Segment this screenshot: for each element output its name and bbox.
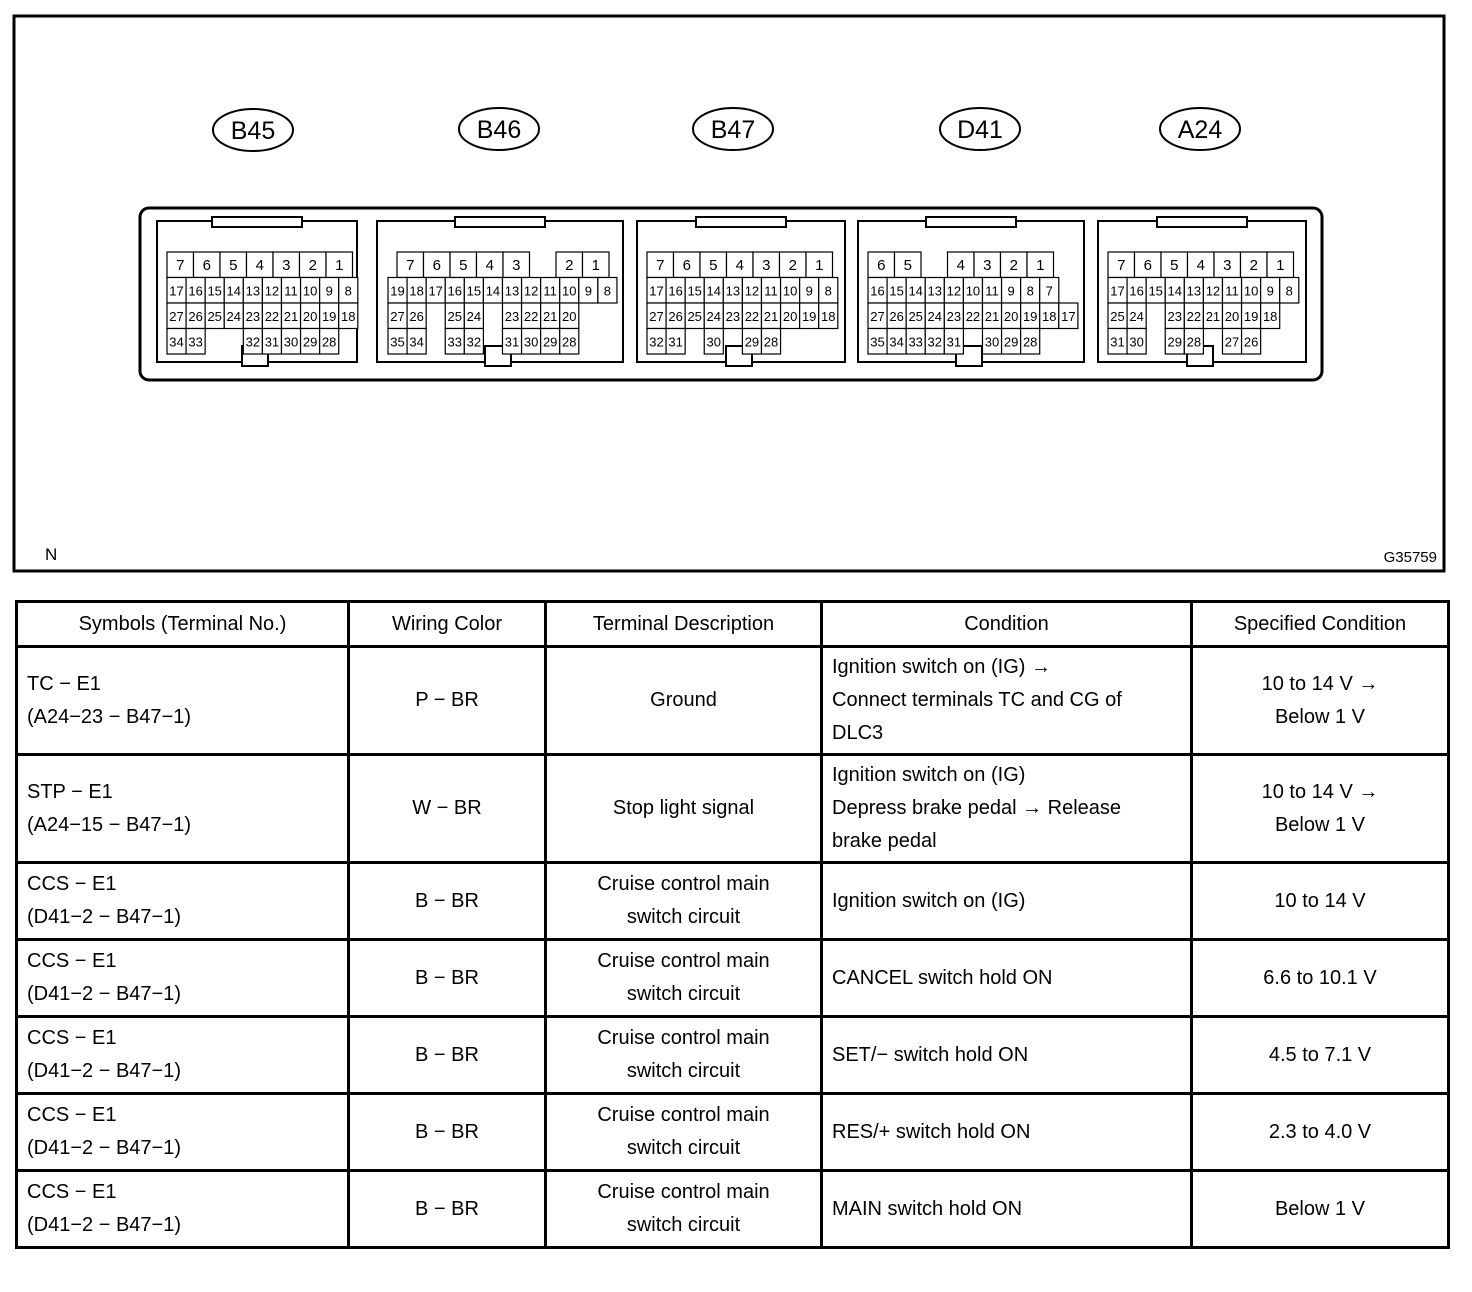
terminal-number: 4 [255, 256, 264, 274]
connector-latch [926, 217, 1016, 227]
terminal-number: 33 [908, 334, 923, 350]
condition-cell [822, 647, 1192, 755]
terminal-number: 11 [543, 283, 557, 299]
table-row [17, 647, 1449, 755]
terminal-description-cell-line: Cruise control main [597, 950, 770, 972]
terminal-number: 25 [687, 308, 702, 324]
specified-condition-cell-line: Below 1 V [1274, 1197, 1366, 1220]
terminal-number: 11 [764, 283, 778, 299]
terminal-description-cell [546, 647, 822, 755]
condition-cell [822, 863, 1192, 940]
terminal-description-cell [546, 1171, 822, 1248]
terminal-number: 17 [169, 283, 184, 299]
terminal-number: 18 [341, 308, 356, 324]
terminal-number: 23 [504, 308, 520, 324]
terminal-number: 28 [1022, 334, 1038, 350]
terminal-number: 29 [1167, 334, 1183, 350]
terminal-number: 16 [1129, 283, 1144, 299]
terminal-number: 13 [725, 283, 741, 299]
terminal-number: 7 [406, 256, 415, 274]
terminal-number: 11 [1225, 283, 1239, 299]
terminal-number: 24 [927, 308, 943, 324]
specified-condition-cell [1192, 1094, 1449, 1171]
terminal-description-cell-line: switch circuit [626, 1214, 741, 1236]
terminal-number: 12 [264, 283, 280, 299]
terminal-number: 6 [1143, 256, 1152, 274]
symbol-text: STP − E1 [27, 780, 113, 803]
wiring-color-cell: B − BR [349, 1171, 546, 1248]
terminal-number: 26 [409, 308, 424, 324]
terminal-number: 18 [821, 308, 836, 324]
condition-cell-line: RES/+ switch hold ON [832, 1120, 1031, 1143]
terminal-number: 16 [668, 283, 683, 299]
terminal-number: 18 [1262, 308, 1278, 324]
condition-cell-line: MAIN switch hold ON [832, 1197, 1023, 1220]
terminal-number: 5 [459, 256, 468, 274]
terminal-number: 27 [169, 308, 184, 324]
terminal-number: 1 [591, 256, 600, 274]
terminal-number: 21 [763, 308, 779, 324]
terminal-number: 4 [485, 256, 494, 274]
terminal-number: 5 [903, 256, 912, 274]
terminal-number: 30 [283, 334, 299, 350]
terminal-number: 31 [946, 334, 962, 350]
terminal-numbers: (D41−2 − B47−1) [27, 1060, 181, 1082]
terminal-number: 10 [965, 283, 981, 299]
terminal-number: 1 [1276, 256, 1285, 274]
terminal-description-cell [546, 940, 822, 1017]
connector-label: B46 [476, 116, 522, 144]
terminal-number: 7 [176, 256, 185, 274]
symbol-text: CCS − E1 [27, 873, 117, 895]
specified-condition-cell [1192, 940, 1449, 1017]
terminal-number: 6 [682, 256, 691, 274]
connector-latch [696, 217, 786, 227]
wiring-color-cell: B − BR [349, 1017, 546, 1094]
symbol-cell [17, 1094, 349, 1171]
terminal-number: 10 [562, 283, 577, 299]
specified-condition-cell-line: 6.6 to 10.1 V [1263, 966, 1377, 989]
terminal-number: 1 [335, 256, 344, 274]
terminal-number: 22 [523, 308, 539, 324]
header-specified-condition: Specified Condition [1192, 602, 1449, 647]
connector-latch [455, 217, 545, 227]
terminal-number: 24 [706, 308, 722, 324]
terminal-number: 9 [1266, 283, 1274, 299]
symbol-text: CCS − E1 [27, 1181, 117, 1203]
terminal-number: 16 [188, 283, 203, 299]
terminal-description-cell-line: Cruise control main [597, 873, 770, 895]
terminal-number: 33 [447, 334, 463, 350]
terminal-number: 26 [188, 308, 203, 324]
specified-condition-cell [1192, 1017, 1449, 1094]
terminal-number: 22 [965, 308, 981, 324]
table-row [17, 755, 1449, 863]
terminal-number: 20 [1003, 308, 1019, 324]
terminal-number: 3 [762, 256, 771, 274]
terminal-number: 20 [782, 308, 798, 324]
terminal-numbers: (D41−2 − B47−1) [27, 983, 181, 1005]
terminal-description-cell [546, 863, 822, 940]
terminal-number: 13 [245, 283, 261, 299]
condition-cell-line: CANCEL switch hold ON [832, 966, 1053, 989]
symbol-cell [17, 647, 349, 755]
terminal-number: 6 [202, 256, 211, 274]
condition-cell [822, 1171, 1192, 1248]
terminal-description-cell-line: switch circuit [626, 1137, 741, 1159]
terminal-number: 23 [946, 308, 962, 324]
specified-condition-cell-line: 4.5 to 7.1 V [1268, 1043, 1372, 1066]
table-row [17, 1094, 1449, 1171]
condition-cell-line: Ignition switch on (IG) [832, 764, 1026, 786]
symbol-text: CCS − E1 [27, 950, 117, 972]
connector-label: D41 [957, 116, 1003, 144]
terminal-number: 29 [744, 334, 760, 350]
terminal-number: 14 [706, 283, 722, 299]
terminal-number: 25 [207, 308, 222, 324]
terminal-number: 24 [1129, 308, 1144, 324]
terminal-number: 7 [656, 256, 665, 274]
terminal-number: 9 [584, 283, 592, 299]
terminal-number: 27 [1224, 334, 1240, 350]
terminal-number: 34 [169, 334, 184, 350]
terminal-number: 13 [1186, 283, 1202, 299]
terminal-number: 30 [984, 334, 1000, 350]
condition-cell-line: Connect terminals TC and CG of [832, 689, 1122, 711]
connector-latch [212, 217, 302, 227]
terminal-number: 12 [946, 283, 962, 299]
symbol-cell [17, 755, 349, 863]
wiring-color-cell: W − BR [349, 755, 546, 863]
terminal-number: 16 [447, 283, 463, 299]
terminal-number: 24 [466, 308, 482, 324]
terminal-number: 9 [325, 283, 333, 299]
terminal-number: 23 [725, 308, 741, 324]
terminal-number: 29 [1003, 334, 1019, 350]
condition-cell-line: SET/− switch hold ON [832, 1043, 1029, 1066]
terminal-number: 28 [1186, 334, 1202, 350]
terminal-number: 27 [649, 308, 664, 324]
terminal-number: 1 [1036, 256, 1045, 274]
terminal-number: 28 [562, 334, 577, 350]
terminal-number: 3 [983, 256, 992, 274]
specified-condition-cell-line: 2.3 to 4.0 V [1268, 1120, 1372, 1143]
terminal-number: 22 [744, 308, 760, 324]
terminal-number: 20 [302, 308, 318, 324]
specified-condition-cell [1192, 1171, 1449, 1248]
symbol-text: TC − E1 [27, 672, 101, 695]
terminal-number: 19 [390, 283, 405, 299]
terminal-number: 19 [1022, 308, 1038, 324]
terminal-number: 4 [956, 256, 965, 274]
terminal-number: 8 [1026, 283, 1034, 299]
figure-code: G35759 [1383, 549, 1437, 566]
terminal-number: 2 [1009, 256, 1018, 274]
terminal-number: 26 [889, 308, 904, 324]
connector-figure [0, 0, 1472, 590]
terminal-number: 26 [1243, 334, 1259, 350]
terminal-number: 32 [245, 334, 261, 350]
terminal-description-cell-line: switch circuit [626, 1060, 741, 1082]
terminal-description-cell-line: Cruise control main [597, 1027, 770, 1049]
connector-a24 [1098, 108, 1306, 366]
terminal-number: 2 [308, 256, 317, 274]
terminal-number: 22 [264, 308, 280, 324]
terminal-number: 14 [1167, 283, 1183, 299]
terminal-number: 4 [1196, 256, 1205, 274]
condition-cell [822, 940, 1192, 1017]
terminal-number: 29 [542, 334, 558, 350]
terminal-description-cell [546, 755, 822, 863]
terminal-description-cell-line: switch circuit [626, 906, 741, 928]
specified-condition-cell [1192, 647, 1449, 755]
terminal-number: 8 [824, 283, 832, 299]
terminal-number: 30 [706, 334, 722, 350]
terminal-number: 32 [649, 334, 664, 350]
terminal-number: 11 [985, 283, 999, 299]
terminal-number: 32 [466, 334, 482, 350]
terminal-number: 12 [1205, 283, 1221, 299]
terminal-number: 7 [1117, 256, 1126, 274]
terminal-number: 22 [1186, 308, 1202, 324]
terminal-number: 6 [432, 256, 441, 274]
wiring-color-cell: P − BR [349, 647, 546, 755]
terminal-number: 17 [1110, 283, 1125, 299]
terminal-number: 15 [1148, 283, 1163, 299]
terminal-number: 15 [889, 283, 904, 299]
terminal-number: 14 [485, 283, 501, 299]
header-condition: Condition [822, 602, 1192, 647]
terminal-number: 25 [908, 308, 923, 324]
terminal-number: 31 [264, 334, 280, 350]
terminal-number: 26 [668, 308, 683, 324]
terminal-number: 18 [1042, 308, 1057, 324]
terminal-number: 7 [1045, 283, 1053, 299]
terminal-number: 25 [447, 308, 463, 324]
terminal-number: 1 [815, 256, 824, 274]
terminal-number: 8 [344, 283, 352, 299]
terminal-number: 4 [735, 256, 744, 274]
terminal-number: 30 [523, 334, 539, 350]
terminal-number: 19 [321, 308, 337, 324]
terminal-number: 35 [390, 334, 405, 350]
terminal-number: 27 [390, 308, 405, 324]
terminal-number: 31 [1110, 334, 1125, 350]
terminal-numbers: (D41−2 − B47−1) [27, 1214, 181, 1236]
wiring-color-cell: B − BR [349, 863, 546, 940]
terminal-numbers: (D41−2 − B47−1) [27, 1137, 181, 1159]
terminal-description-cell [546, 1017, 822, 1094]
terminal-number: 20 [1224, 308, 1240, 324]
terminal-number: 17 [428, 283, 443, 299]
connector-latch [1157, 217, 1247, 227]
connector-b46 [377, 108, 623, 366]
terminal-description-cell [546, 1094, 822, 1171]
terminal-number: 20 [562, 308, 577, 324]
header-wiring-color: Wiring Color [349, 602, 546, 647]
terminal-numbers: (A24−23 − B47−1) [27, 705, 192, 728]
terminal-number: 25 [1110, 308, 1125, 324]
terminal-number: 15 [687, 283, 702, 299]
condition-cell-line: Ignition switch on (IG) → [832, 656, 1051, 678]
terminal-number: 13 [927, 283, 943, 299]
header-terminal-description: Terminal Description [546, 602, 822, 647]
terminal-number: 21 [542, 308, 558, 324]
terminal-number: 34 [409, 334, 424, 350]
condition-cell-line: Depress brake pedal → Release [832, 797, 1122, 819]
terminal-number: 14 [226, 283, 242, 299]
symbol-cell [17, 940, 349, 1017]
condition-cell-line: brake pedal [832, 830, 937, 852]
terminal-numbers: (A24−15 − B47−1) [27, 813, 192, 836]
symbol-cell [17, 1017, 349, 1094]
connector-label: B47 [710, 116, 756, 144]
wiring-color-cell: B − BR [349, 1094, 546, 1171]
table-row [17, 1171, 1449, 1248]
terminal-number: 17 [649, 283, 664, 299]
terminal-number: 21 [1205, 308, 1221, 324]
terminal-number: 16 [870, 283, 885, 299]
specified-condition-cell-line: 10 to 14 V → [1261, 780, 1379, 803]
connector-b45 [157, 109, 358, 366]
terminal-number: 9 [1007, 283, 1015, 299]
terminal-number: 21 [283, 308, 299, 324]
terminal-number: 15 [466, 283, 482, 299]
terminal-number: 24 [226, 308, 242, 324]
terminal-number: 5 [229, 256, 238, 274]
terminal-table [15, 600, 1450, 1249]
terminal-number: 35 [870, 334, 885, 350]
terminal-number: 19 [801, 308, 817, 324]
terminal-number: 28 [321, 334, 337, 350]
connector-d41 [858, 108, 1084, 366]
terminal-number: 9 [805, 283, 813, 299]
specified-condition-cell [1192, 863, 1449, 940]
terminal-number: 10 [782, 283, 798, 299]
specified-condition-cell-line: 10 to 14 V → [1261, 672, 1379, 695]
terminal-number: 19 [1243, 308, 1259, 324]
terminal-description-cell-line: Cruise control main [597, 1181, 770, 1203]
terminal-number: 2 [788, 256, 797, 274]
terminal-number: 12 [523, 283, 539, 299]
figure-corner-mark: N [45, 545, 58, 564]
terminal-number: 21 [984, 308, 1000, 324]
table-row [17, 863, 1449, 940]
terminal-number: 10 [302, 283, 318, 299]
terminal-number: 18 [409, 283, 424, 299]
terminal-number: 34 [889, 334, 904, 350]
table-row [17, 940, 1449, 1017]
terminal-number: 13 [504, 283, 520, 299]
specified-condition-cell-line: 10 to 14 V [1274, 889, 1366, 912]
terminal-number: 17 [1061, 308, 1076, 324]
terminal-number: 5 [709, 256, 718, 274]
condition-cell [822, 755, 1192, 863]
terminal-number: 31 [504, 334, 520, 350]
specified-condition-cell-line: Below 1 V [1274, 705, 1366, 728]
wiring-color-cell: B − BR [349, 940, 546, 1017]
terminal-number: 10 [1243, 283, 1259, 299]
terminal-number: 23 [1167, 308, 1183, 324]
terminal-number: 3 [282, 256, 291, 274]
specified-condition-cell-line: Below 1 V [1274, 813, 1366, 836]
terminal-description-cell-line: switch circuit [626, 983, 741, 1005]
terminal-number: 27 [870, 308, 885, 324]
condition-cell [822, 1017, 1192, 1094]
connector-label: A24 [1177, 116, 1223, 144]
table-row [17, 1017, 1449, 1094]
terminal-number: 8 [603, 283, 612, 299]
terminal-number: 23 [245, 308, 261, 324]
symbol-cell [17, 1171, 349, 1248]
terminal-number: 12 [744, 283, 760, 299]
symbol-text: CCS − E1 [27, 1027, 117, 1049]
terminal-description-cell-line: Cruise control main [597, 1104, 770, 1126]
terminal-number: 30 [1129, 334, 1144, 350]
terminal-number: 5 [1170, 256, 1179, 274]
symbol-text: CCS − E1 [27, 1104, 117, 1126]
connector-b47 [637, 108, 845, 366]
terminal-number: 8 [1285, 283, 1293, 299]
terminal-number: 33 [188, 334, 203, 350]
terminal-number: 32 [927, 334, 943, 350]
terminal-numbers: (D41−2 − B47−1) [27, 906, 181, 928]
connector-label: B45 [230, 117, 276, 145]
terminal-number: 15 [207, 283, 222, 299]
terminal-number: 29 [302, 334, 318, 350]
terminal-number: 3 [1223, 256, 1232, 274]
table-header-row [17, 602, 1449, 647]
terminal-description-cell-line: Ground [650, 689, 717, 711]
terminal-number: 11 [284, 283, 298, 299]
header-symbols: Symbols (Terminal No.) [17, 602, 349, 647]
terminal-number: 6 [877, 256, 886, 274]
condition-cell [822, 1094, 1192, 1171]
specified-condition-cell [1192, 755, 1449, 863]
terminal-number: 14 [908, 283, 923, 299]
terminal-description-cell-line: Stop light signal [612, 797, 755, 819]
condition-cell-line: DLC3 [832, 722, 884, 744]
terminal-number: 2 [1249, 256, 1258, 274]
symbol-cell [17, 863, 349, 940]
condition-cell-line: Ignition switch on (IG) [832, 889, 1026, 912]
terminal-number: 2 [565, 256, 574, 274]
terminal-number: 3 [512, 256, 521, 274]
terminal-number: 31 [668, 334, 683, 350]
terminal-number: 28 [763, 334, 779, 350]
